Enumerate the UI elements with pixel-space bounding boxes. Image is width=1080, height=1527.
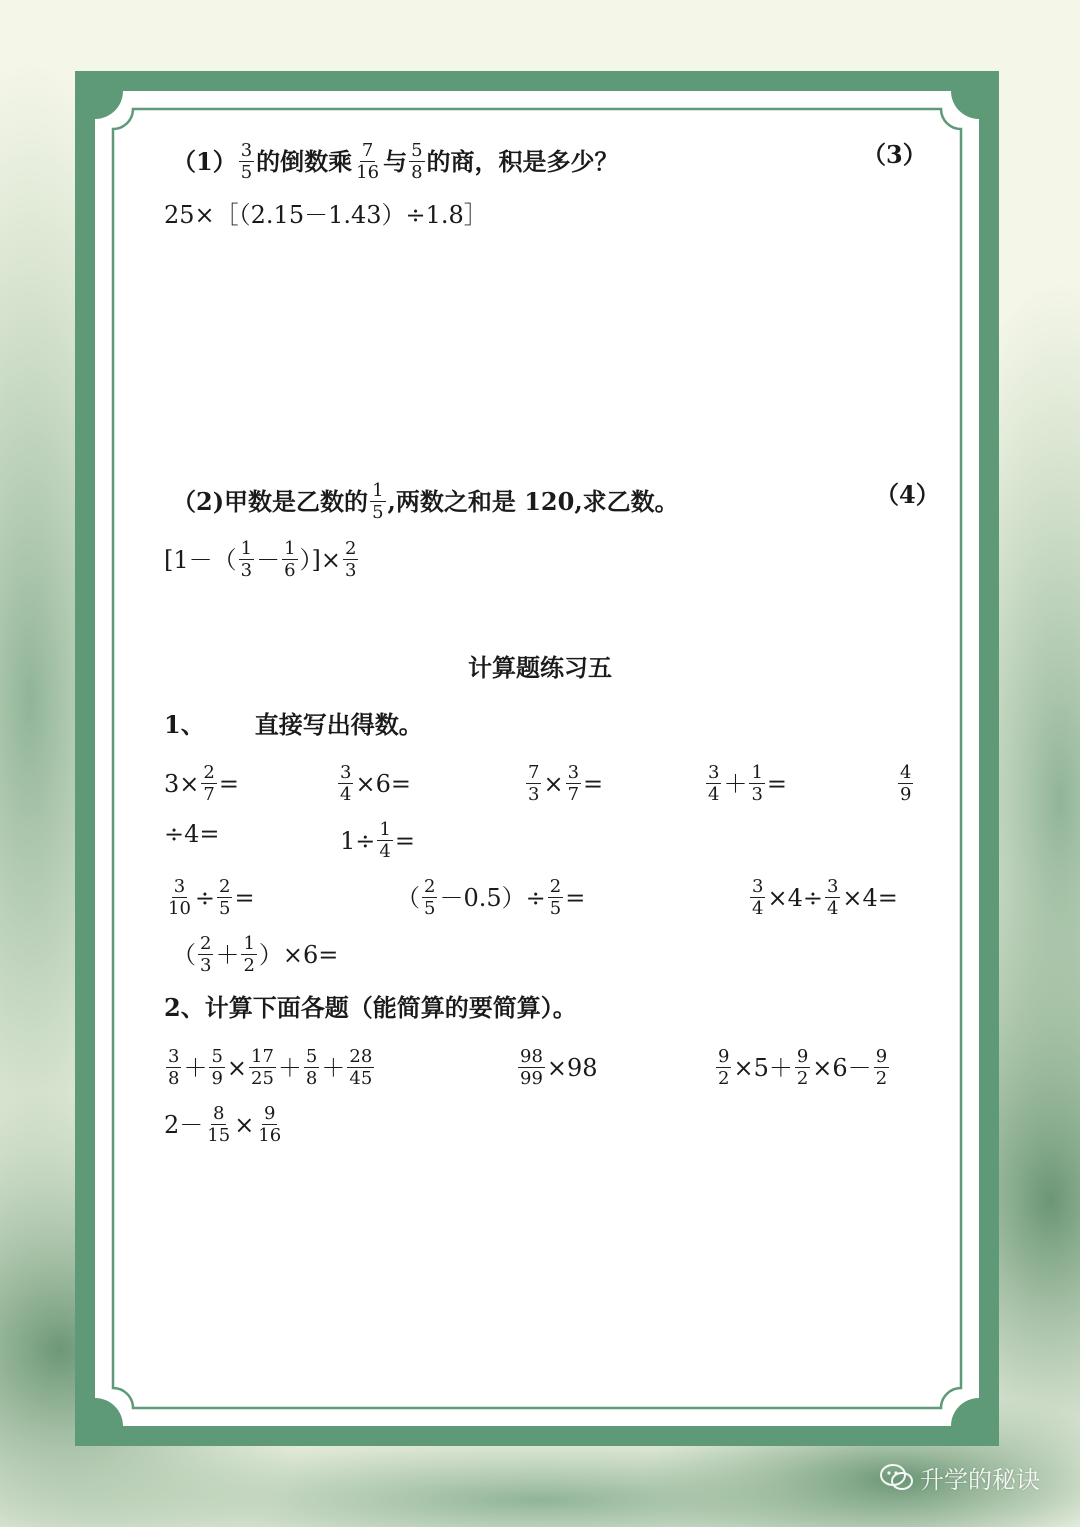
problem-1-6: 1÷ $\frac{1}{4}$ =	[340, 819, 415, 862]
fraction: $\frac{1}{6}$	[284, 538, 296, 581]
expression-bracket: [1－（ $\frac{1}{3}$ － $\frac{1}{6}$ ）]× $\frac{2}{3}$	[164, 538, 357, 581]
fraction: $\frac{3}{4}$	[340, 762, 352, 805]
fraction: $\frac{2}{5}$	[549, 876, 562, 919]
fraction: $\frac{8}{15}$	[207, 1103, 231, 1146]
problem-1-1: 3× $\frac{2}{7}$ =	[164, 762, 239, 805]
problem-2-3: $\frac{9}{2}$ ×5＋ $\frac{9}{2}$ ×6－ $\frac{9}{2}$	[718, 1046, 888, 1089]
problem-1-5-cont: ÷4=	[164, 820, 220, 848]
fraction: $\frac{5}{8}$	[305, 1046, 318, 1089]
fraction: $\frac{28}{45}$	[349, 1046, 373, 1089]
fraction: $\frac{9}{16}$	[258, 1103, 282, 1146]
fraction: $\frac{1}{3}$	[751, 762, 763, 805]
fraction: $\frac{1}{4}$	[379, 819, 391, 862]
watermark	[880, 1460, 1040, 1495]
part-2-heading: 2、计算下面各题（能简算的要简算）。	[164, 993, 577, 1022]
fraction: $\frac{2}{3}$	[345, 538, 357, 581]
problem-1-9: $\frac{3}{4}$ ×4÷ $\frac{3}{4}$ ×4=	[752, 876, 898, 919]
question-3-label: （3）	[862, 140, 927, 169]
fraction: $\frac{2}{5}$	[424, 876, 436, 919]
fraction: $\frac{3}{10}$	[168, 876, 191, 919]
fraction: $\frac{98}{99}$	[520, 1046, 543, 1089]
fraction: $\frac{7}{3}$	[528, 762, 540, 805]
fraction: $\frac{1}{2}$	[243, 933, 255, 976]
problem-1-4: $\frac{3}{4}$ ＋ $\frac{1}{3}$ =	[708, 762, 788, 805]
fraction: $\frac{1}{5}$	[372, 480, 384, 523]
expression-25x: 25×［（2.15－1.43）÷1.8］	[164, 201, 488, 229]
problem-2-2: $\frac{98}{99}$ ×98	[520, 1046, 598, 1089]
fraction: $\frac{3}{7}$	[567, 762, 580, 805]
question-1-label: （1）	[172, 146, 237, 176]
problem-2-4: 2－ $\frac{8}{15}$ × $\frac{9}{16}$	[164, 1103, 282, 1146]
fraction: $\frac{2}{7}$	[203, 762, 215, 805]
problem-1-10: （ $\frac{2}{3}$ ＋ $\frac{1}{2}$ ）×6=	[172, 933, 339, 976]
fraction: $\frac{3}{4}$	[708, 762, 720, 805]
fraction: $\frac{17}{25}$	[251, 1046, 274, 1089]
fraction: $\frac{3}{4}$	[826, 876, 839, 919]
fraction: $\frac{7}{16}$	[356, 140, 380, 183]
problem-1-8: （ $\frac{2}{5}$ －0.5）÷ $\frac{2}{5}$ =	[396, 876, 586, 919]
fraction: $\frac{5}{9}$	[211, 1046, 223, 1089]
problem-1-5	[896, 762, 915, 805]
fraction: $\frac{1}{3}$	[240, 538, 253, 581]
fraction: $\frac{5}{8}$	[411, 140, 423, 183]
fraction: $\frac{9}{2}$	[796, 1046, 809, 1089]
question-1: （1） $\frac{3}{5}$ 的倒数乘 $\frac{7}{16}$ 与 $\frac{5}{8}$ 的商，积是多少？	[172, 140, 619, 183]
problem-1-3: $\frac{7}{3}$ × $\frac{3}{7}$ =	[528, 762, 604, 805]
fraction: $\frac{2}{3}$	[200, 933, 212, 976]
problem-1-2: $\frac{3}{4}$ ×6=	[340, 762, 411, 805]
watermark-text: 升学的秘诀	[920, 1466, 1040, 1494]
section-title: 计算题练习五	[468, 653, 612, 682]
fraction: $\frac{3}{5}$	[240, 140, 253, 183]
fraction: $\frac{3}{4}$	[752, 876, 764, 919]
question-4-label: （4）	[875, 480, 940, 509]
question-2: （2)甲数是乙数的 $\frac{1}{5}$ ,两数之和是 120,求乙数。	[172, 480, 679, 523]
wechat-icon	[880, 1463, 914, 1493]
part-1-heading: 1、 直接写出得数。	[164, 710, 423, 739]
fraction: $\frac{2}{5}$	[219, 876, 231, 919]
fraction: $\frac{9}{2}$	[718, 1046, 730, 1089]
problem-1-7: $\frac{3}{10}$ ÷ $\frac{2}{5}$ =	[168, 876, 255, 919]
fraction: $\frac{9}{2}$	[875, 1046, 888, 1089]
fraction: $\frac{4}{9}$	[900, 762, 912, 805]
problem-2-1: $\frac{3}{8}$ ＋ $\frac{5}{9}$ × $\frac{17}{25}$ ＋ $\frac{5}{8}$ ＋ $\frac{28}{45}$	[168, 1046, 373, 1089]
fraction: $\frac{3}{8}$	[168, 1046, 180, 1089]
